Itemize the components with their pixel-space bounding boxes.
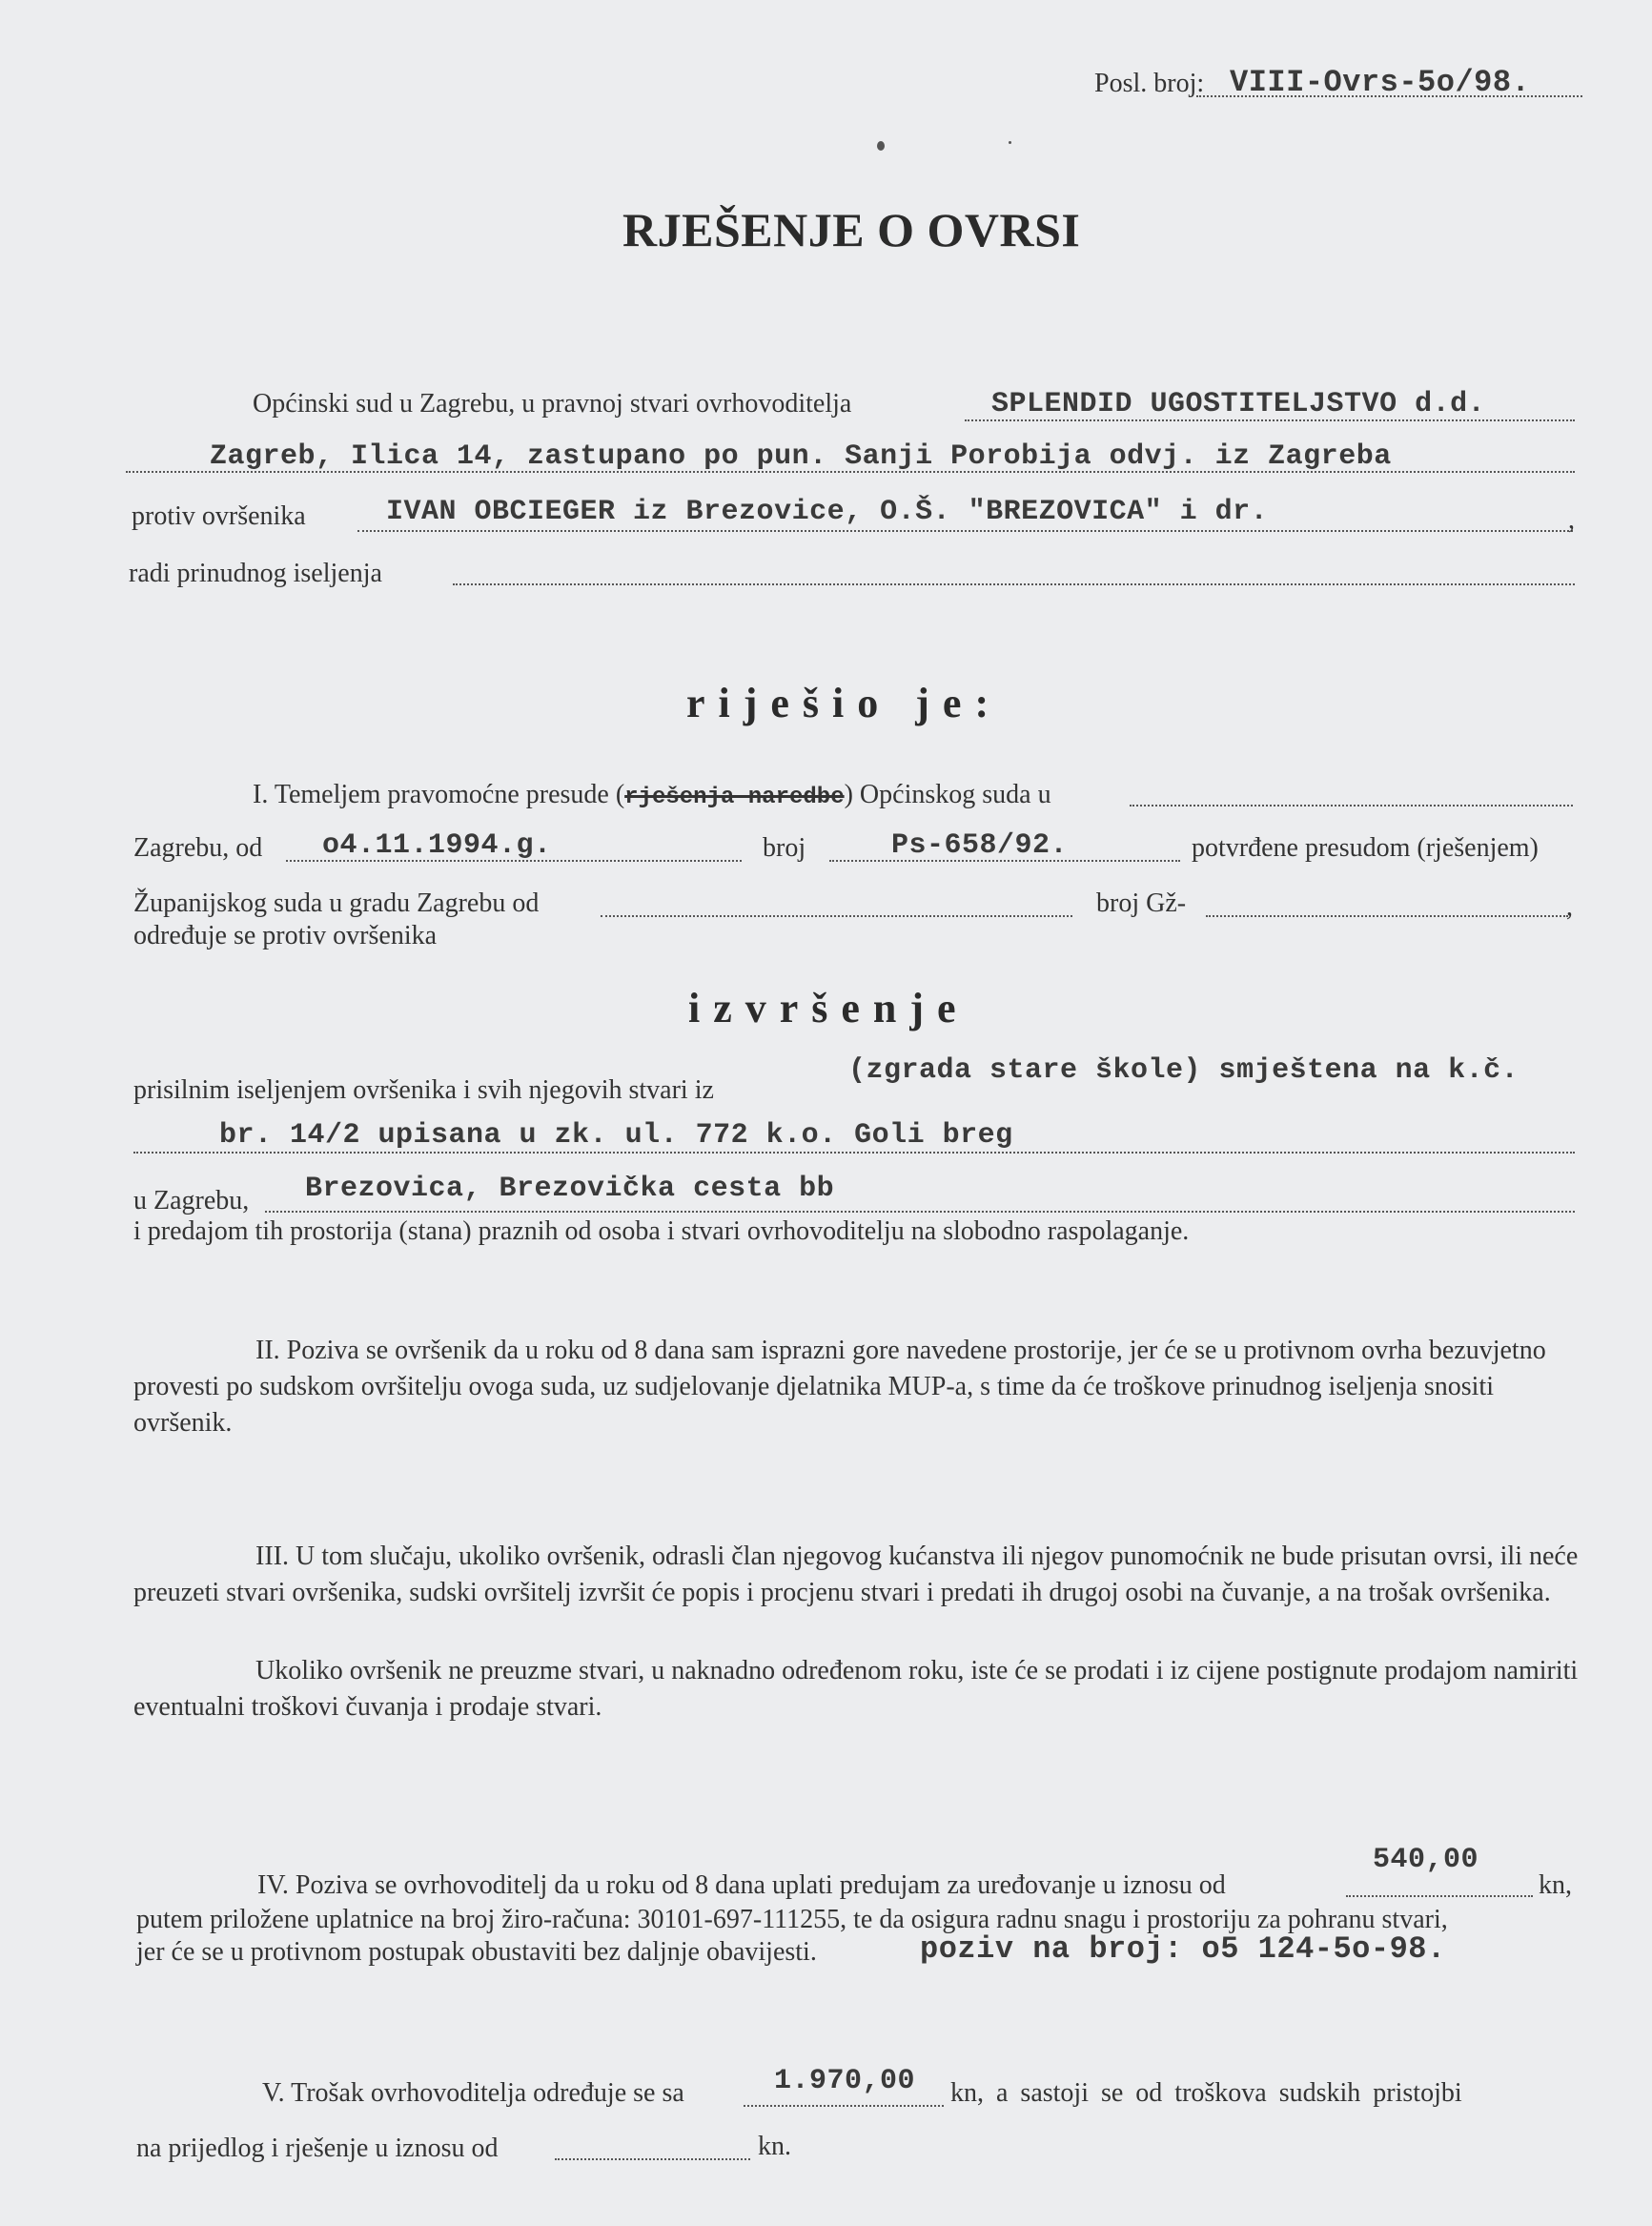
creditor-name: SPLENDID UGOSTITELJSTVO d.d.	[991, 388, 1486, 420]
debtor-label: protiv ovršenika	[132, 501, 306, 531]
section-iv-lead: IV. Poziva se ovrhovoditelj da u roku od 8 dana uplati predujam za uređovanje u iznosu od	[257, 1870, 1226, 1900]
fee-amount-line	[555, 2158, 750, 2160]
case-number-value: VIII-Ovrs-5o/98.	[1230, 65, 1531, 100]
debtor-line	[357, 530, 1573, 532]
judgment-date: o4.11.1994.g.	[322, 829, 552, 862]
document-title: RJEŠENJE O OVRSI	[622, 203, 1081, 256]
ink-speck	[1009, 141, 1011, 144]
advance-amount-line	[1346, 1895, 1533, 1897]
debtor-name: IVAN OBCIEGER iz Brezovice, O.Š. "BREZOVICA" i dr.	[386, 496, 1269, 528]
section-iii-p2: Ukoliko ovršenik ne preuzme stvari, u naknadno određenom roku, iste će se prodati i iz cijene postignute prodajom namiriti eventualni troškovi čuvanja i prodaje stvari.	[133, 1656, 1579, 1722]
section-iv-line-3: jer će se u protivnom postupak obustaviti bez daljnje obavijesti.	[136, 1937, 817, 1967]
county-court-label: Županijskog suda u gradu Zagrebu od	[133, 888, 540, 918]
fee-currency: kn.	[758, 2132, 791, 2161]
section-v-line-2: na prijedlog i rješenje u iznosu od	[136, 2134, 499, 2163]
section-v-rest: kn, a sastoji se od troškova sudskih pristojbi	[950, 2078, 1462, 2108]
execution-heading: izvršenje	[688, 985, 969, 1031]
court-text: Općinski sud u Zagrebu, u pravnoj stvari ovrhovoditelja	[253, 389, 852, 419]
in-zagreb-label: u Zagrebu,	[133, 1186, 250, 1215]
section-i-line	[1130, 805, 1573, 807]
case-reference: Ps-658/92.	[891, 829, 1069, 862]
creditor-address: Zagreb, Ilica 14, zastupano po pun. Sanji Porobija odvj. iz Zagreba	[210, 440, 1392, 473]
payment-reference: poziv na broj: o5 124-5o-98.	[920, 1931, 1446, 1967]
address-line	[265, 1211, 1575, 1213]
purpose-line	[453, 583, 1575, 585]
section-iv-line-2: putem priložene uplatnice na broj žiro-računa: 30101-697-111255, te da osigura radnu snagu i prostoriju za pohranu stvari,	[136, 1905, 1448, 1934]
case-number-label: Posl. broj:	[1094, 69, 1205, 98]
gz-comma: ,	[1566, 892, 1573, 922]
purpose-label: radi prinudnog iseljenja	[129, 559, 382, 588]
section-iii-p1: III. U tom slučaju, ukoliko ovršenik, odrasli član njegovog kućanstva ili njegov punomoćnik ne bude prisutan ovrsi, ili neće preuzeti stvari ovršenika, sudski ovršitelj izvršit će popis i procjenu stvari i predati ih drugoj osobi na čuvanje, a na trošak ovršenika.	[133, 1542, 1579, 1607]
ink-speck	[877, 141, 885, 151]
order-text: određuje se protiv ovršenika	[133, 921, 438, 950]
confirmed-text: potvrđene presudom (rješenjem)	[1192, 833, 1539, 863]
zagreb-from-label: Zagrebu, od	[133, 833, 263, 863]
advance-amount: 540,00	[1373, 1844, 1479, 1876]
cost-amount: 1.970,00	[774, 2065, 916, 2097]
debtor-comma: ,	[1568, 505, 1575, 535]
decided-heading: riješio je:	[686, 680, 1003, 726]
county-date-line	[601, 915, 1072, 917]
gz-label: broj Gž-	[1096, 888, 1187, 918]
struck-text: rješenja-naredbe	[624, 785, 845, 810]
section-i-lead: I. Temeljem pravomoćne presude (rješenja-naredbe) Općinskog suda u	[253, 780, 1051, 810]
section-v-lead: V. Trošak ovrhovoditelja određuje se sa	[262, 2078, 684, 2108]
number-label: broj	[763, 833, 806, 863]
gz-line	[1206, 915, 1568, 917]
cost-amount-line	[744, 2105, 944, 2107]
section-ii: II. Poziva se ovršenik da u roku od 8 dana sam isprazni gore navedene prostorije, jer će se u protivnom ovrha bezuvjetno provesti po sudskom ovršitelju ovoga suda, uz sudjelovanje djelatnika MUP-a, s time da će troškove prinudnog iseljenja snositi ovršenik.	[133, 1336, 1546, 1438]
advance-currency: kn,	[1539, 1870, 1572, 1900]
location-line-1: (zgrada stare škole) smještena na k.č.	[848, 1054, 1519, 1087]
location-line-2-rule	[133, 1152, 1575, 1154]
property-address: Brezovica, Brezovička cesta bb	[305, 1173, 835, 1205]
handover-text: i predajom tih prostorija (stana) praznih od osoba i stvari ovrhovoditelju na slobodno raspolaganje.	[133, 1216, 1190, 1246]
eviction-text: prisilnim iseljenjem ovršenika i svih njegovih stvari iz	[133, 1075, 714, 1105]
location-line-2: br. 14/2 upisana u zk. ul. 772 k.o. Goli breg	[219, 1119, 1013, 1152]
